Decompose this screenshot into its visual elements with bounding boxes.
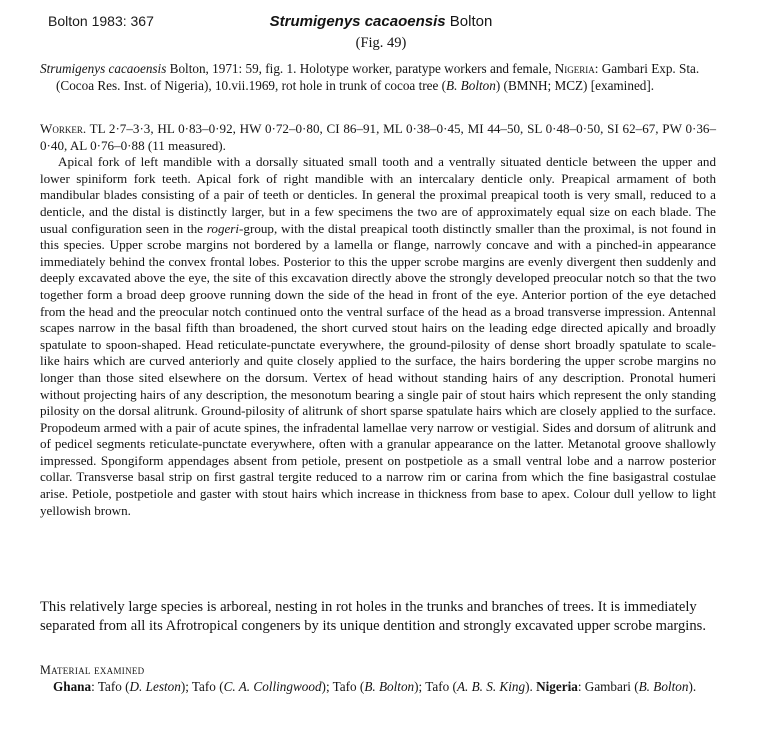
worker-morphology: [40, 154, 716, 519]
figure-reference: (Fig. 49): [355, 35, 407, 51]
measurements-text: TL 2·7–3·3, HL 0·83–0·92, HW 0·72–0·80, CI 86–91, ML 0·38–0·45, MI 44–50, SL 0·48–0·50, SI 62–67, PW 0·36–0·40, AL 0·76–0·88 (11 measured).: [40, 121, 716, 153]
worker-description: [40, 121, 716, 519]
synonymy-paragraph: [40, 60, 732, 94]
country-ghana: Ghana: [53, 678, 92, 694]
species-group: rogeri: [206, 220, 240, 236]
morphology-text: -group, with the distal preapical tooth distinctly smaller than the proximal, is not found in this species. Upper scrobe margins not bordered by a lamella or flange, narrowly concave and with a pinched-in appearance immediately behind the convex frontal lobes. Posterior to this the upper scrobe margins are evenly divergent then suddenly and deeply excavated above the eye, the site of this excavation directly above the strongly developed preocular notch so that the two together form a broad deep groove running down the side of the head in front of the eye. Anterior portion of the eye detached from the head and the preocular notch continued onto the ventral surface of the head as a broad transverse impression. Antennal scapes narrow in the basal fifth than broadened, the short curved stout hairs on the leading edge directed apically and broadly spatulate to spoon-shaped. Head reticulate-punctate everywhere, the ground-pilosity of dense short broadly spatulate to scale-like hairs which are curved anteriorly and quite closely applied to the surface, the hairs bordering the upper scrobe margins no longer than those sited elsewhere on the dorsum. Vertex of head without standing hairs of any description. Pronotal humeri without projecting hairs of any description, the mesonotum bearing a single pair of stout hairs which represent the only standing pilosity on the dorsal alitrunk. Ground-pilosity of alitrunk of short sparse spatulate hairs which are closely applied to the surface. Propodeum armed with a pair of acute spines, the infradental lamellae very narrow or vestigial. Sides and dorsum of alitrunk and of pedicel segments reticulate-punctate everywhere, often with a granular appearance on the latter. Metanotal groove shallowly impressed. Spongiform appendages absent from petiole, present on postpetiole as a small ventral lobe and a narrow posterior collar. Transverse basal strip on first gastral tergite reduced to a narrow rim or carina from which the fine basigastral costulae arise. Petiole, postpetiole and gaster with stout hairs which increase in thickness from base to apex. Colour dull yellow to light yellowish brown.: [40, 220, 716, 518]
record-text: ); Tafo (: [414, 678, 457, 694]
record-text: ).: [688, 678, 697, 694]
synonymy-text: : Gambari Exp. Sta. (Cocoa Res. Inst. of Nigeria), 10.vii.1969, rot hole in trunk of cocoa tree (: [56, 61, 700, 93]
record-text: ); Tafo (: [180, 678, 224, 694]
collector-name: B. Bolton: [364, 678, 415, 694]
record-text: : Tafo (: [91, 678, 130, 694]
title-author: Bolton: [449, 13, 493, 30]
material-records: [40, 679, 716, 696]
country-nigeria: Nigeria: [536, 678, 578, 694]
species-title: [0, 13, 762, 30]
biology-paragraph: This relatively large species is arboreal, nesting in rot holes in the trunks and branches of trees. It is immediately separated from all its Afrotropical congeners by its unique dentition and strongly excavated upper scrobe margins.: [40, 599, 706, 634]
synonymy-country: Nigeria: [554, 61, 595, 76]
title-species: cacaoensis: [364, 13, 446, 30]
material-examined: [40, 662, 716, 695]
worker-measurements: [40, 121, 716, 154]
synonymy-collector: B. Bolton: [446, 78, 496, 93]
collector-name: C. A. Collingwood: [223, 678, 322, 694]
collector-name: A. B. S. King: [456, 678, 526, 694]
record-text: : Gambari (: [577, 678, 639, 694]
record-text: ).: [525, 678, 537, 694]
collector-name: B. Bolton: [638, 678, 689, 694]
title-genus: Strumigenys: [269, 13, 361, 30]
synonymy-text: Bolton, 1971: 59, fig. 1. Holotype worker, paratype workers and female,: [166, 61, 555, 76]
page-reference: Bolton 1983: 367: [48, 13, 154, 29]
record-text: ); Tafo (: [321, 678, 365, 694]
synonymy-text: ) (BMNH; MCZ) [examined].: [495, 78, 655, 93]
worker-label: Worker.: [40, 121, 87, 136]
synonymy-name: Strumigenys cacaoensis: [40, 61, 167, 76]
collector-name: D. Leston: [129, 678, 181, 694]
material-heading: Material examined: [40, 663, 145, 677]
morphology-text: Apical fork of left mandible with a dorsally situated small tooth and a ventrally situated denticle between the upper and lower spiniform fork teeth. Apical fork of right mandible with an intercalary denticle only. Preapical armament of both mandibular blades consisting of a pair of teeth or denticles. In general the proximal preapical tooth is very small, reduced to a denticle, and the distal is distinctly larger, but in a few specimens the two are of approximately equal size on each blade. The usual configuration seen in the: [40, 154, 716, 236]
